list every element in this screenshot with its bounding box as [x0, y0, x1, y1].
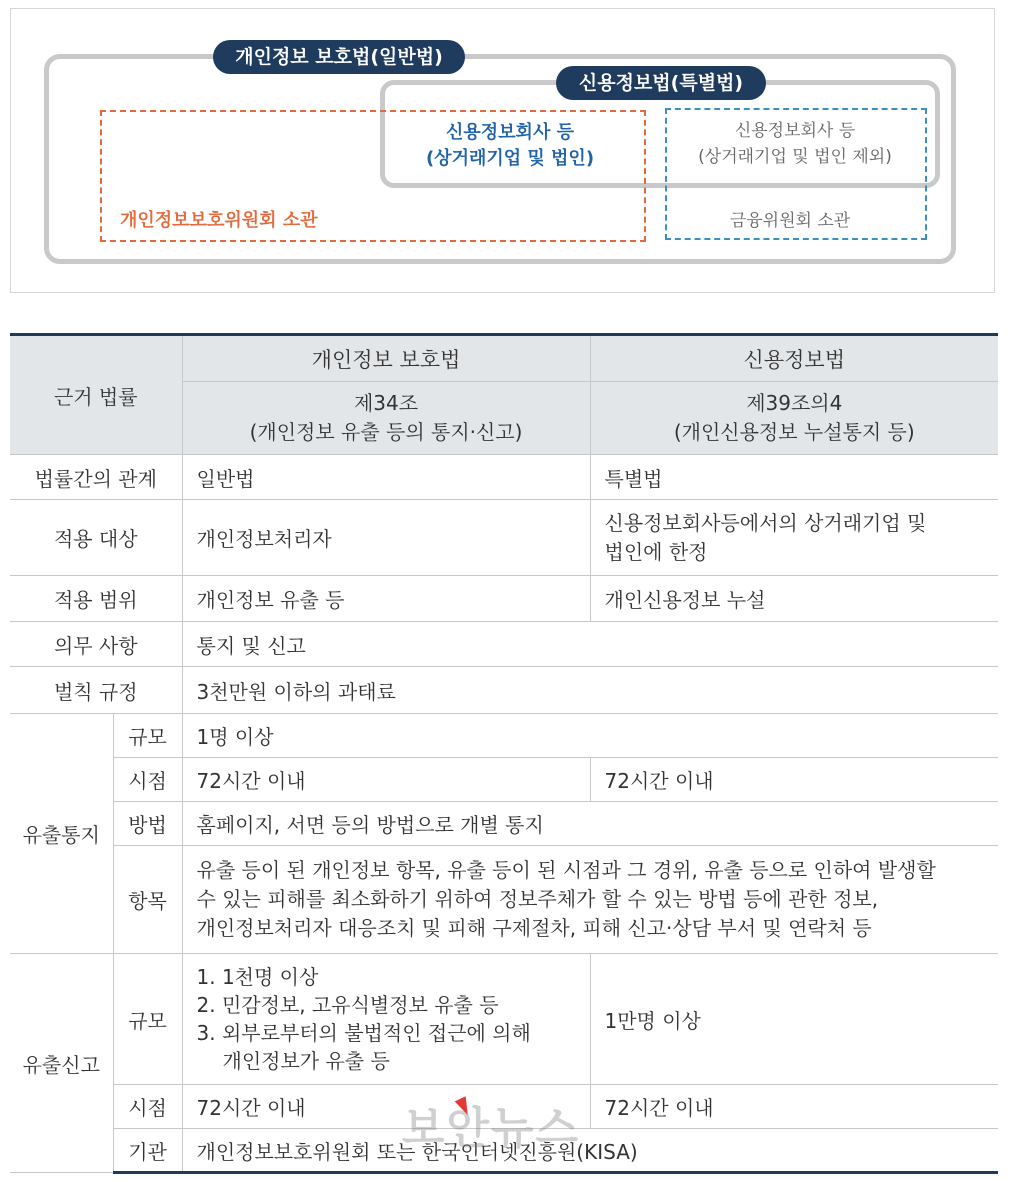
table-row — [10, 846, 998, 954]
law-comparison-table — [10, 333, 998, 1174]
list-item: 2. 민감정보, 고유식별정보 유출 등 — [196, 993, 499, 1017]
table-row — [10, 576, 998, 622]
notify-group-label: 유출통지 — [10, 714, 113, 954]
cell-value: 3천만원 이하의 과태료 — [182, 667, 998, 714]
table-row — [10, 500, 998, 576]
pipc-jurisdiction-label: 개인정보보호위원회 소관 — [120, 210, 318, 231]
row-label: 법률간의 관계 — [10, 455, 182, 500]
cell-line: 법인에 한정 — [604, 539, 708, 564]
list-item — [197, 1019, 576, 1075]
cell-value — [182, 846, 998, 954]
table-row — [10, 455, 998, 500]
cell-value: 개인정보처리자 — [182, 500, 590, 576]
report-group-label: 유출신고 — [10, 954, 113, 1173]
cell-value: 72시간 이내 — [590, 758, 998, 802]
law1-article-title: (개인정보 유출 등의 통지·신고) — [249, 420, 523, 444]
credit-company-line2: (상거래기업 및 법인) — [425, 148, 595, 169]
cell-value: 홈페이지, 서면 등의 방법으로 개별 통지 — [182, 802, 998, 846]
cell-value: 72시간 이내 — [182, 758, 590, 802]
cell-value: 1명 이상 — [182, 714, 998, 758]
cell-value — [590, 500, 998, 576]
cell-line: 신용정보회사등에서의 상거래기업 및 — [604, 510, 927, 535]
special-law-label: 신용정보법(특별법) — [556, 66, 766, 100]
law1-article-number: 제34조 — [353, 391, 419, 415]
cell-value: 개인신용정보 누설 — [590, 576, 998, 622]
basis-label: 근거 법률 — [10, 335, 182, 455]
sub-label: 시점 — [113, 1085, 182, 1129]
cell-value: 72시간 이내 — [590, 1085, 998, 1129]
header-row-law-names — [10, 335, 998, 382]
table-row — [10, 758, 998, 802]
sub-label: 규모 — [113, 714, 182, 758]
cell-line: 유출 등이 된 개인정보 항목, 유출 등이 된 시점과 그 경위, 유출 등으로 인하여 발생할 — [196, 858, 936, 882]
law1-article — [182, 382, 590, 455]
sub-label: 방법 — [113, 802, 182, 846]
row-label: 의무 사항 — [10, 622, 182, 667]
cell-line: 개인정보처리자 대응조치 및 피해 구제절차, 피해 신고·상담 부서 및 연락처 등 — [196, 916, 872, 940]
general-law-label: 개인정보 보호법(일반법) — [213, 40, 465, 74]
law2-article-title: (개인신용정보 누설통지 등) — [673, 420, 915, 444]
cell-value: 개인정보보호위원회 또는 한국인터넷진흥원(KISA) — [182, 1129, 998, 1173]
row-label: 적용 범위 — [10, 576, 182, 622]
sub-label: 시점 — [113, 758, 182, 802]
credit-company-text — [400, 120, 620, 172]
table-row — [10, 802, 998, 846]
credit-company-line1: 신용정보회사 등 — [446, 122, 574, 143]
law2-article — [590, 382, 998, 455]
table-row — [10, 714, 998, 758]
sub-label: 항목 — [113, 846, 182, 954]
sub-label: 규모 — [113, 954, 182, 1085]
table-row — [10, 1129, 998, 1173]
credit-company-ex-line1: 신용정보회사 등 — [734, 121, 856, 141]
cell-value: 72시간 이내 — [182, 1085, 590, 1129]
sub-label: 기관 — [113, 1129, 182, 1173]
table-row — [10, 954, 998, 1085]
cell-value: 일반법 — [182, 455, 590, 500]
law1-name: 개인정보 보호법 — [182, 335, 590, 382]
cell-value: 특별법 — [590, 455, 998, 500]
credit-company-excluded-text — [680, 118, 910, 170]
cell-value — [182, 954, 590, 1085]
list-item-line: 3. 외부로부터의 불법적인 접근에 의해 — [196, 1021, 531, 1045]
cell-value: 통지 및 신고 — [182, 622, 998, 667]
watermark-logo: 보안뉴스 — [402, 1103, 581, 1154]
row-label: 벌칙 규정 — [10, 667, 182, 714]
cell-value: 1만명 이상 — [590, 954, 998, 1085]
table-row — [10, 667, 998, 714]
list-item: 1. 1천명 이상 — [196, 965, 319, 989]
credit-company-ex-line2: (상거래기업 및 법인 제외) — [698, 147, 892, 167]
cell-value: 개인정보 유출 등 — [182, 576, 590, 622]
fsc-jurisdiction-label: 금융위원회 소관 — [729, 211, 851, 231]
law2-name: 신용정보법 — [590, 335, 998, 382]
report-scale-list — [197, 963, 576, 1075]
table-row — [10, 1085, 998, 1129]
table-row — [10, 622, 998, 667]
law2-article-number: 제39조의4 — [746, 391, 843, 415]
list-item-line: 개인정보가 유출 등 — [222, 1049, 390, 1073]
cell-line: 수 있는 피해를 최소화하기 위하여 정보주체가 할 수 있는 방법 등에 관한 정보, — [196, 887, 879, 911]
row-label: 적용 대상 — [10, 500, 182, 576]
